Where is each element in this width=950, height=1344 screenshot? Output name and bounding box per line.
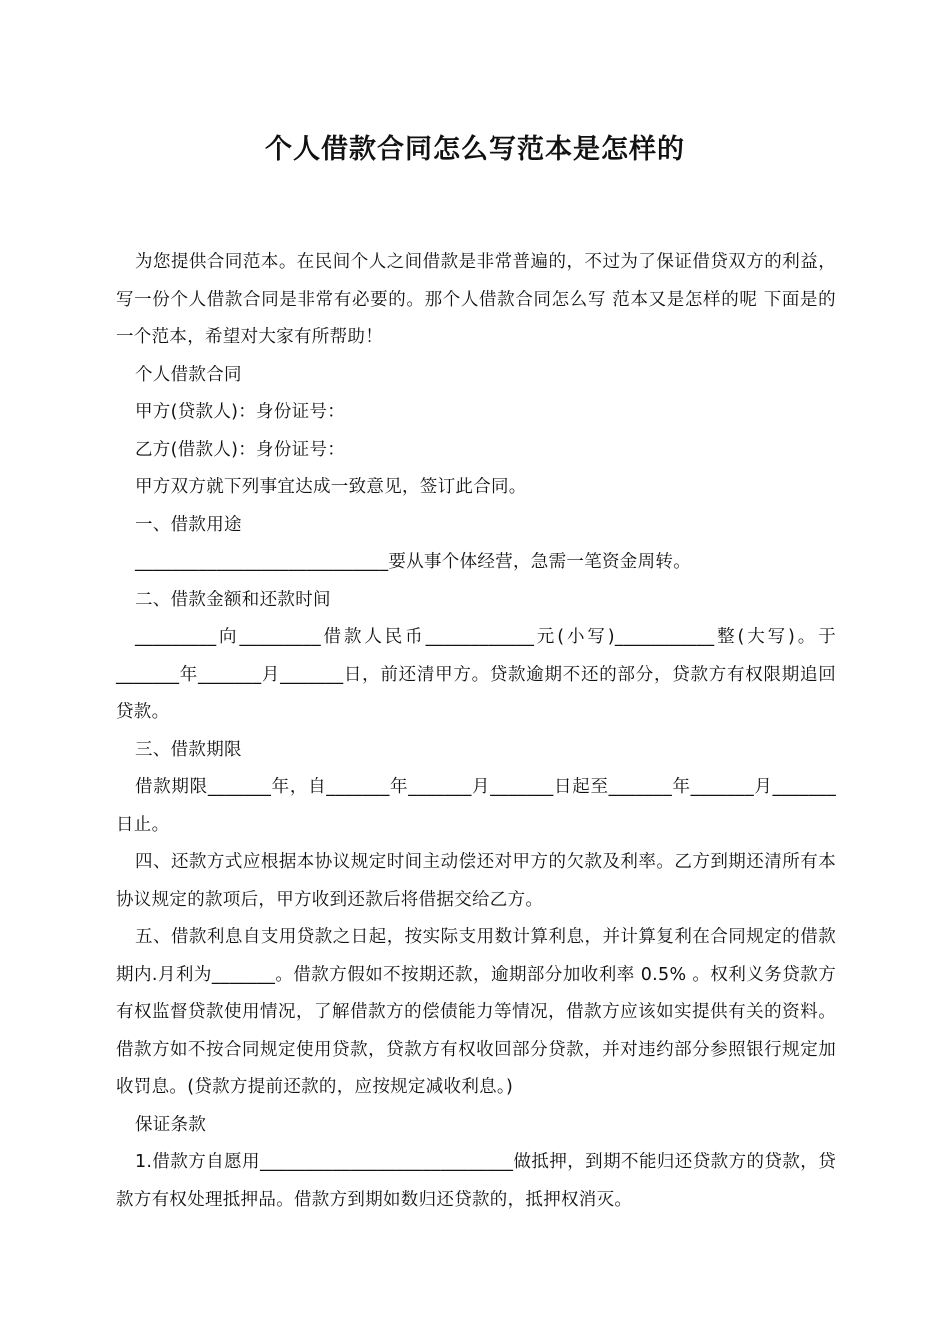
party-b-line: 乙方(借款人)：身份证号： [135,439,346,460]
section-3-heading: 三、借款期限 [135,739,242,760]
guarantee-clause-1: 1.借款方自愿用____________________________做抵押，到期不能归还贷款方的贷款，贷款方有权处理抵押品。借款方到期如数归还贷款的，抵押权消灭。 [116,1152,836,1210]
section-2-body: _________向_________借款人民币____________元(小写)___________整(大写)。于_______年_______月_______日，前还清甲方。贷款逾期不还的部分，贷款方有权限期追回贷款。 [116,627,836,722]
section-3-body: 借款期限_______年，自_______年_______月_______日起至_______年_______月_______日止。 [116,777,836,835]
guarantee-heading: 保证条款 [135,1114,207,1135]
document-body [116,244,836,1219]
document-title: 个人借款合同怎么写范本是怎样的 [265,134,685,165]
contract-heading: 个人借款合同 [135,364,242,385]
section-2-heading: 二、借款金额和还款时间 [135,589,331,610]
section-4-body: 四、还款方式应根据本协议规定时间主动偿还对甲方的欠款及利率。乙方到期还清所有本协议规定的款项后，甲方收到还款后将借据交给乙方。 [116,852,836,910]
section-5-body: 五、借款利息自支用贷款之日起，按实际支用数计算利息，并计算复利在合同规定的借款期内.月利为_______。借款方假如不按期还款，逾期部分加收利率 0.5% 。权利义务贷款方有权监督贷款使用情况，了解借款方的偿债能力等情况，借款方应该如实提供有关的资料。借款方如不按合同规定使用贷款，贷款方有权收回部分贷款，并对违约部分参照银行规定加收罚息。(贷款方提前还款的，应按规定减收利息。) [116,927,836,1097]
agreement-statement: 甲方双方就下列事宜达成一致意见，签订此合同。 [135,477,527,497]
section-1-body: ____________________________要从事个体经营，急需一笔资金周转。 [135,552,691,572]
section-1-heading: 一、借款用途 [135,514,242,535]
intro-paragraph: 为您提供合同范本。在民间个人之间借款是非常普遍的，不过为了保证借贷双方的利益，写一份个人借款合同是非常有必要的。那个人借款合同怎么写 范本又是怎样的呢 下面是的一个范本，希望对大家有所帮助！ [116,252,836,347]
party-a-line: 甲方(贷款人)：身份证号： [135,402,346,422]
